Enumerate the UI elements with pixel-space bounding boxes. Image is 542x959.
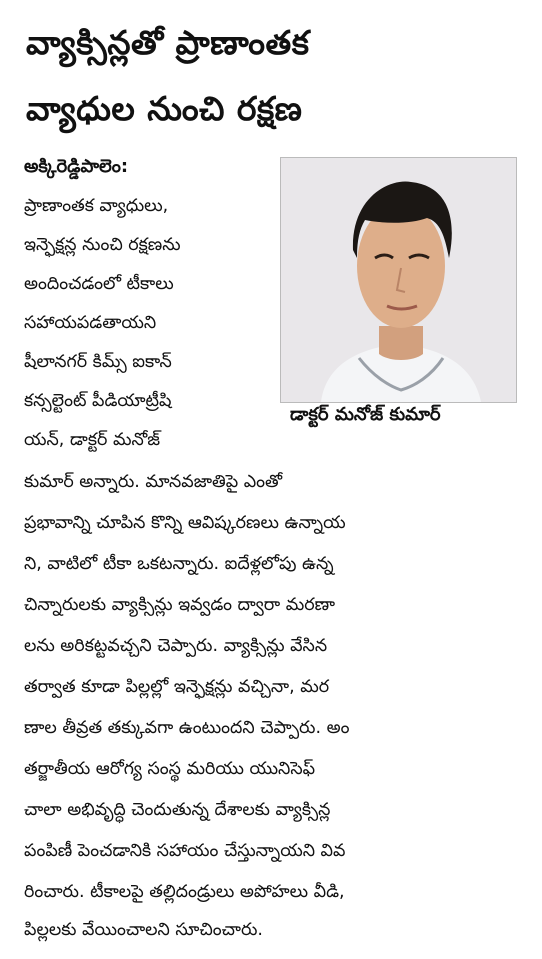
body-line: ప్రభావాన్ని చూపిన కొన్ని ఆవిష్కరణలు ఉన్నాయ bbox=[24, 513, 346, 533]
body-line: చిన్నారులకు వ్యాక్సిన్లు ఇవ్వడం ద్వారా మరణా bbox=[24, 595, 335, 615]
photo-caption: డాక్టర్‌ మనోజ్‌ కుమార్‌ bbox=[290, 404, 441, 425]
person-portrait-illustration bbox=[281, 158, 516, 402]
dateline: అక్కిరెడ్డిపాలెం: bbox=[24, 156, 129, 177]
body-line: కన్సల్టెంట్‌ పీడియాట్రీషి bbox=[24, 391, 172, 411]
body-line: యన్‌, డాక్టర్‌ మనోజ్‌ bbox=[24, 430, 160, 450]
body-line: కుమార్‌ అన్నారు. మానవజాతిపై ఎంతో bbox=[24, 472, 283, 492]
body-line: తర్జాతీయ ఆరోగ్య సంస్థ మరియు యునిసెఫ్‌ bbox=[24, 759, 316, 779]
body-line: లను అరికట్టవచ్చని చెప్పారు. వ్యాక్సిన్లు వేసిన bbox=[24, 636, 328, 656]
body-line: పిల్లలకు వేయించాలని సూచించారు. bbox=[24, 920, 263, 940]
body-line: తర్వాత కూడా పిల్లల్లో ఇన్ఫెక్షన్లు వచ్చినా, మర bbox=[24, 677, 330, 697]
doctor-portrait-photo bbox=[280, 157, 517, 403]
body-line: చాలా అభివృద్ధి చెందుతున్న దేశాలకు వ్యాక్సిన్ల bbox=[24, 800, 331, 820]
body-line: షీలానగర్‌ కిమ్స్‌ ఐకాన్‌ bbox=[24, 352, 172, 372]
body-line: సహాయపడతాయని bbox=[24, 313, 157, 333]
body-line: పంపిణీ పెంచడానికి సహాయం చేస్తున్నాయని వివ bbox=[24, 841, 346, 861]
body-line: ప్రాణాంతక వ్యాధులు, bbox=[24, 196, 169, 216]
headline-line-2: వ్యాధుల నుంచి రక్షణ bbox=[26, 89, 303, 128]
body-line: అందించడంలో టీకాలు bbox=[24, 274, 174, 294]
headline-line-1: వ్యాక్సిన్లతో ప్రాణాంతక bbox=[26, 23, 310, 62]
body-line: ని, వాటిలో టీకా ఒకటన్నారు. ఐదేళ్లలోపు ఉన్న bbox=[24, 554, 334, 574]
body-line: రించారు. టీకాలపై తల్లిదండ్రులు అపోహలు వీడి, bbox=[24, 882, 345, 902]
body-line: ఇన్ఫెక్షన్ల నుంచి రక్షణను bbox=[24, 235, 181, 255]
body-line: ణాల తీవ్రత తక్కువగా ఉంటుందని చెప్పారు. అం bbox=[24, 718, 350, 738]
